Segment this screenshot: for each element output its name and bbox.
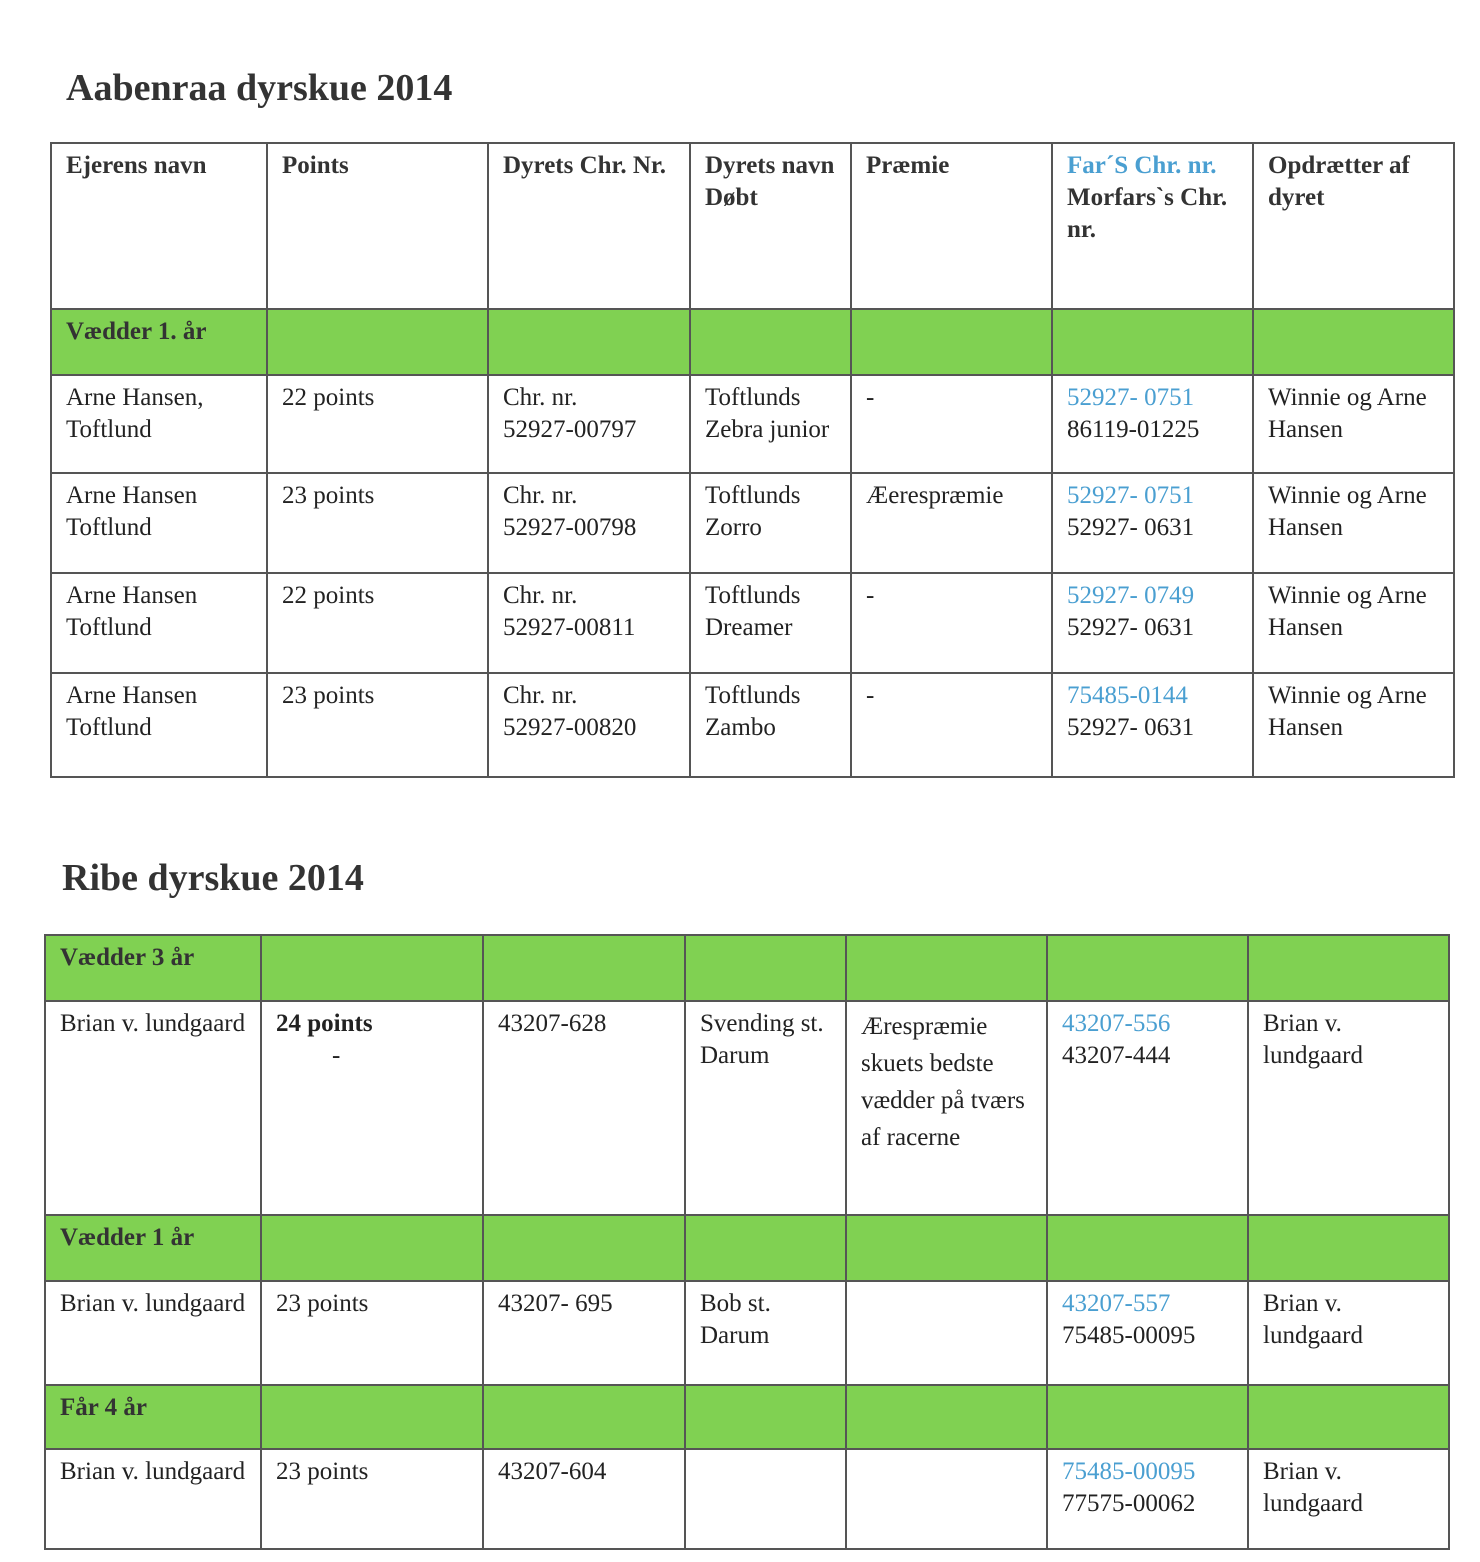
header-prize: Præmie (851, 143, 1052, 309)
breeder-cell: Winnie og Arne Hansen (1253, 573, 1454, 673)
table-row (51, 573, 1454, 673)
breeder-cell: Winnie og Arne Hansen (1253, 673, 1454, 777)
owner-cell: Arne Hansen Toftlund (51, 573, 267, 673)
animal-name-cell: Toftlunds Zebra junior (690, 375, 851, 473)
prize-cell (846, 1449, 1047, 1549)
chr-cell: Chr. nr. 52927-00811 (488, 573, 690, 673)
points-cell: 23 points (261, 1449, 483, 1549)
chr-cell: Chr. nr. 52927-00797 (488, 375, 690, 473)
prize-cell: Æerespræmie (851, 473, 1052, 573)
header-name: Dyrets navn Døbt (690, 143, 851, 309)
animal-name-cell: Toftlunds Zorro (690, 473, 851, 573)
group-row (45, 1385, 1449, 1449)
table-row (45, 1449, 1449, 1549)
section2-title: Ribe dyrskue 2014 (62, 857, 364, 899)
points-cell: 23 points (261, 1281, 483, 1385)
chr-cell: Chr. nr. 52927-00798 (488, 473, 690, 573)
points-cell: 22 points (267, 573, 488, 673)
chr-cell: 43207-628 (483, 1001, 685, 1215)
points-cell: 24 points - (261, 1001, 483, 1215)
chr-cell: 43207- 695 (483, 1281, 685, 1385)
header-chr: Dyrets Chr. Nr. (488, 143, 690, 309)
owner-cell: Arne Hansen, Toftlund (51, 375, 267, 473)
section1-title: Aabenraa dyrskue 2014 (66, 67, 453, 109)
animal-name-cell: Bob st. Darum (685, 1281, 846, 1385)
header-morfar: Morfars`s Chr. nr. (1067, 184, 1228, 243)
group-label: Vædder 3 år (45, 935, 261, 1001)
owner-cell: Brian v. lundgaard (45, 1281, 261, 1385)
parent-cell: 52927- 0751 86119-01225 (1052, 375, 1253, 473)
animal-name-cell (685, 1449, 846, 1549)
header-father-morfar (1052, 143, 1253, 309)
points-cell: 22 points (267, 375, 488, 473)
table-row (45, 1281, 1449, 1385)
prize-cell: - (851, 673, 1052, 777)
group-row (45, 1215, 1449, 1281)
prize-cell: Ærespræmie skuets bedste vædder på tværs af racerne (846, 1001, 1047, 1215)
points-cell: 23 points (267, 473, 488, 573)
parent-cell: 75485-0144 52927- 0631 (1052, 673, 1253, 777)
breeder-cell: Winnie og Arne Hansen (1253, 473, 1454, 573)
header-row (51, 143, 1454, 309)
group-label: Vædder 1. år (51, 309, 267, 375)
animal-name-cell: Toftlunds Zambo (690, 673, 851, 777)
owner-cell: Brian v. lundgaard (45, 1449, 261, 1549)
group-row (51, 309, 1454, 375)
parent-cell: 43207-556 43207-444 (1047, 1001, 1248, 1215)
header-points: Points (267, 143, 488, 309)
header-breeder: Opdrætter af dyret (1253, 143, 1454, 309)
ribe-table (44, 934, 1450, 1550)
prize-cell: - (851, 573, 1052, 673)
header-father: Far´S Chr. nr. (1067, 152, 1217, 179)
breeder-cell: Winnie og Arne Hansen (1253, 375, 1454, 473)
chr-cell: Chr. nr. 52927-00820 (488, 673, 690, 777)
owner-cell: Arne Hansen Toftlund (51, 673, 267, 777)
parent-cell: 52927- 0749 52927- 0631 (1052, 573, 1253, 673)
animal-name-cell: Svending st. Darum (685, 1001, 846, 1215)
parent-cell: 43207-557 75485-00095 (1047, 1281, 1248, 1385)
animal-name-cell: Toftlunds Dreamer (690, 573, 851, 673)
table-row (51, 673, 1454, 777)
prize-cell: - (851, 375, 1052, 473)
parent-cell: 75485-00095 77575-00062 (1047, 1449, 1248, 1549)
chr-cell: 43207-604 (483, 1449, 685, 1549)
group-row (45, 935, 1449, 1001)
group-label: Får 4 år (45, 1385, 261, 1449)
breeder-cell: Brian v. lundgaard (1248, 1001, 1449, 1215)
group-label: Vædder 1 år (45, 1215, 261, 1281)
prize-cell (846, 1281, 1047, 1385)
parent-cell: 52927- 0751 52927- 0631 (1052, 473, 1253, 573)
table-row (51, 473, 1454, 573)
header-owner: Ejerens navn (51, 143, 267, 309)
breeder-cell: Brian v. lundgaard (1248, 1449, 1449, 1549)
aabenraa-table (50, 142, 1455, 778)
breeder-cell: Brian v. lundgaard (1248, 1281, 1449, 1385)
table-row (45, 1001, 1449, 1215)
owner-cell: Brian v. lundgaard (45, 1001, 261, 1215)
points-cell: 23 points (267, 673, 488, 777)
owner-cell: Arne Hansen Toftlund (51, 473, 267, 573)
table-row (51, 375, 1454, 473)
